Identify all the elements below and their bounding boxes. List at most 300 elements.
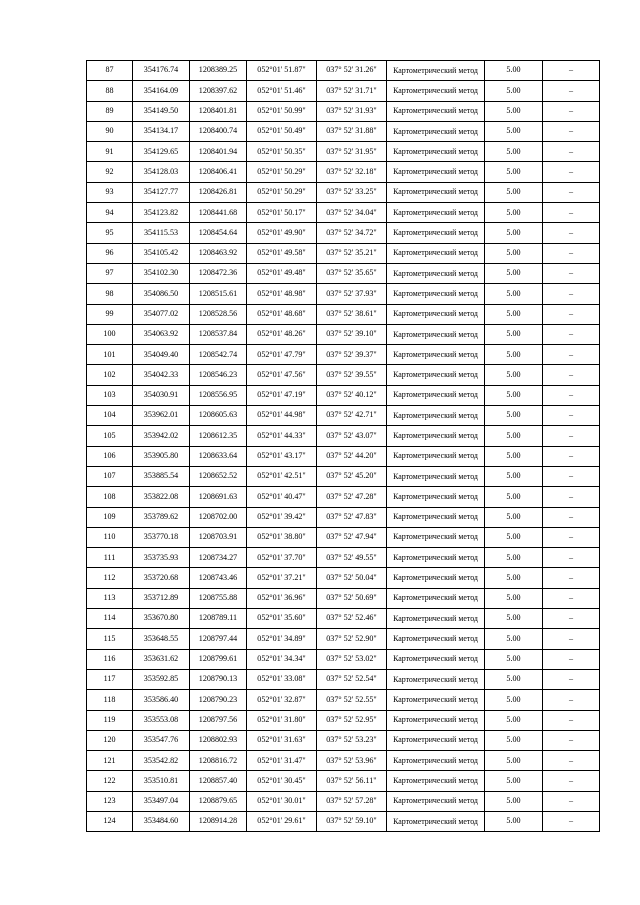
point-number-cell: 112 <box>87 568 133 588</box>
y-coordinate-cell: 1208799.61 <box>190 649 247 669</box>
method-cell: Картометрический метод <box>387 669 485 689</box>
x-coordinate-cell: 353497.04 <box>133 791 190 811</box>
method-cell: Картометрический метод <box>387 548 485 568</box>
longitude-cell: 037° 52' 49.55" <box>317 548 387 568</box>
accuracy-cell: 5.00 <box>485 690 543 710</box>
table-row <box>87 609 600 629</box>
table-row <box>87 527 600 547</box>
accuracy-cell: 5.00 <box>485 385 543 405</box>
longitude-cell: 037° 52' 52.54" <box>317 669 387 689</box>
latitude-cell: 052°01' 29.61" <box>247 811 317 831</box>
method-cell: Картометрический метод <box>387 263 485 283</box>
method-cell: Картометрический метод <box>387 649 485 669</box>
method-cell: Картометрический метод <box>387 345 485 365</box>
longitude-cell: 037° 52' 52.55" <box>317 690 387 710</box>
latitude-cell: 052°01' 33.08" <box>247 669 317 689</box>
latitude-cell: 052°01' 50.99" <box>247 101 317 121</box>
table-row <box>87 406 600 426</box>
table-row <box>87 466 600 486</box>
latitude-cell: 052°01' 47.79" <box>247 345 317 365</box>
accuracy-cell: 5.00 <box>485 365 543 385</box>
point-number-cell: 108 <box>87 487 133 507</box>
x-coordinate-cell: 354042.33 <box>133 365 190 385</box>
point-number-cell: 119 <box>87 710 133 730</box>
point-number-cell: 99 <box>87 304 133 324</box>
method-cell: Картометрический метод <box>387 223 485 243</box>
x-coordinate-cell: 353735.93 <box>133 548 190 568</box>
longitude-cell: 037° 52' 50.69" <box>317 588 387 608</box>
method-cell: Картометрический метод <box>387 406 485 426</box>
latitude-cell: 052°01' 31.80" <box>247 710 317 730</box>
accuracy-cell: 5.00 <box>485 162 543 182</box>
note-cell: – <box>543 751 600 771</box>
accuracy-cell: 5.00 <box>485 243 543 263</box>
y-coordinate-cell: 1208401.81 <box>190 101 247 121</box>
method-cell: Картометрический метод <box>387 466 485 486</box>
method-cell: Картометрический метод <box>387 588 485 608</box>
method-cell: Картометрический метод <box>387 121 485 141</box>
longitude-cell: 037° 52' 50.04" <box>317 568 387 588</box>
x-coordinate-cell: 353586.40 <box>133 690 190 710</box>
point-number-cell: 110 <box>87 527 133 547</box>
x-coordinate-cell: 354134.17 <box>133 121 190 141</box>
x-coordinate-cell: 354128.03 <box>133 162 190 182</box>
note-cell: – <box>543 791 600 811</box>
latitude-cell: 052°01' 44.98" <box>247 406 317 426</box>
point-number-cell: 90 <box>87 121 133 141</box>
latitude-cell: 052°01' 49.58" <box>247 243 317 263</box>
note-cell: – <box>543 426 600 446</box>
table-row <box>87 690 600 710</box>
latitude-cell: 052°01' 49.90" <box>247 223 317 243</box>
y-coordinate-cell: 1208789.11 <box>190 609 247 629</box>
y-coordinate-cell: 1208797.56 <box>190 710 247 730</box>
x-coordinate-cell: 354086.50 <box>133 284 190 304</box>
point-number-cell: 109 <box>87 507 133 527</box>
note-cell: – <box>543 162 600 182</box>
y-coordinate-cell: 1208515.61 <box>190 284 247 304</box>
method-cell: Картометрический метод <box>387 609 485 629</box>
longitude-cell: 037° 52' 53.02" <box>317 649 387 669</box>
longitude-cell: 037° 52' 53.23" <box>317 730 387 750</box>
y-coordinate-cell: 1208734.27 <box>190 548 247 568</box>
y-coordinate-cell: 1208605.63 <box>190 406 247 426</box>
y-coordinate-cell: 1208914.28 <box>190 811 247 831</box>
x-coordinate-cell: 354049.40 <box>133 345 190 365</box>
table-row <box>87 426 600 446</box>
accuracy-cell: 5.00 <box>485 568 543 588</box>
table-row <box>87 669 600 689</box>
x-coordinate-cell: 353822.08 <box>133 487 190 507</box>
note-cell: – <box>543 243 600 263</box>
method-cell: Картометрический метод <box>387 426 485 446</box>
latitude-cell: 052°01' 31.63" <box>247 730 317 750</box>
accuracy-cell: 5.00 <box>485 730 543 750</box>
table-row <box>87 142 600 162</box>
point-number-cell: 92 <box>87 162 133 182</box>
note-cell: – <box>543 811 600 831</box>
accuracy-cell: 5.00 <box>485 121 543 141</box>
accuracy-cell: 5.00 <box>485 101 543 121</box>
point-number-cell: 91 <box>87 142 133 162</box>
x-coordinate-cell: 353484.60 <box>133 811 190 831</box>
accuracy-cell: 5.00 <box>485 263 543 283</box>
y-coordinate-cell: 1208472.36 <box>190 263 247 283</box>
x-coordinate-cell: 353885.54 <box>133 466 190 486</box>
note-cell: – <box>543 588 600 608</box>
accuracy-cell: 5.00 <box>485 426 543 446</box>
table-row <box>87 710 600 730</box>
point-number-cell: 117 <box>87 669 133 689</box>
latitude-cell: 052°01' 47.19" <box>247 385 317 405</box>
accuracy-cell: 5.00 <box>485 345 543 365</box>
longitude-cell: 037° 52' 39.10" <box>317 324 387 344</box>
note-cell: – <box>543 61 600 81</box>
table-row <box>87 223 600 243</box>
y-coordinate-cell: 1208542.74 <box>190 345 247 365</box>
x-coordinate-cell: 353542.82 <box>133 751 190 771</box>
latitude-cell: 052°01' 32.87" <box>247 690 317 710</box>
y-coordinate-cell: 1208441.68 <box>190 203 247 223</box>
accuracy-cell: 5.00 <box>485 466 543 486</box>
note-cell: – <box>543 487 600 507</box>
longitude-cell: 037° 52' 31.71" <box>317 81 387 101</box>
method-cell: Картометрический метод <box>387 487 485 507</box>
accuracy-cell: 5.00 <box>485 669 543 689</box>
y-coordinate-cell: 1208612.35 <box>190 426 247 446</box>
x-coordinate-cell: 353770.18 <box>133 527 190 547</box>
method-cell: Картометрический метод <box>387 710 485 730</box>
point-number-cell: 111 <box>87 548 133 568</box>
point-number-cell: 101 <box>87 345 133 365</box>
y-coordinate-cell: 1208755.88 <box>190 588 247 608</box>
y-coordinate-cell: 1208802.93 <box>190 730 247 750</box>
method-cell: Картометрический метод <box>387 182 485 202</box>
latitude-cell: 052°01' 34.34" <box>247 649 317 669</box>
latitude-cell: 052°01' 48.26" <box>247 324 317 344</box>
latitude-cell: 052°01' 50.49" <box>247 121 317 141</box>
y-coordinate-cell: 1208546.23 <box>190 365 247 385</box>
note-cell: – <box>543 629 600 649</box>
method-cell: Картометрический метод <box>387 629 485 649</box>
method-cell: Картометрический метод <box>387 791 485 811</box>
latitude-cell: 052°01' 37.70" <box>247 548 317 568</box>
table-row <box>87 791 600 811</box>
x-coordinate-cell: 353592.85 <box>133 669 190 689</box>
method-cell: Картометрический метод <box>387 324 485 344</box>
y-coordinate-cell: 1208743.46 <box>190 568 247 588</box>
longitude-cell: 037° 52' 31.26" <box>317 61 387 81</box>
latitude-cell: 052°01' 40.47" <box>247 487 317 507</box>
accuracy-cell: 5.00 <box>485 771 543 791</box>
latitude-cell: 052°01' 47.56" <box>247 365 317 385</box>
point-number-cell: 116 <box>87 649 133 669</box>
x-coordinate-cell: 353670.80 <box>133 609 190 629</box>
latitude-cell: 052°01' 51.46" <box>247 81 317 101</box>
point-number-cell: 98 <box>87 284 133 304</box>
latitude-cell: 052°01' 37.21" <box>247 568 317 588</box>
table-row <box>87 61 600 81</box>
accuracy-cell: 5.00 <box>485 507 543 527</box>
x-coordinate-cell: 354115.53 <box>133 223 190 243</box>
note-cell: – <box>543 324 600 344</box>
x-coordinate-cell: 354105.42 <box>133 243 190 263</box>
latitude-cell: 052°01' 38.80" <box>247 527 317 547</box>
latitude-cell: 052°01' 50.35" <box>247 142 317 162</box>
accuracy-cell: 5.00 <box>485 81 543 101</box>
table-row <box>87 385 600 405</box>
x-coordinate-cell: 353962.01 <box>133 406 190 426</box>
point-number-cell: 113 <box>87 588 133 608</box>
x-coordinate-cell: 353712.89 <box>133 588 190 608</box>
y-coordinate-cell: 1208556.95 <box>190 385 247 405</box>
table-row <box>87 263 600 283</box>
latitude-cell: 052°01' 42.51" <box>247 466 317 486</box>
latitude-cell: 052°01' 50.29" <box>247 162 317 182</box>
longitude-cell: 037° 52' 57.28" <box>317 791 387 811</box>
x-coordinate-cell: 353631.62 <box>133 649 190 669</box>
point-number-cell: 104 <box>87 406 133 426</box>
method-cell: Картометрический метод <box>387 568 485 588</box>
y-coordinate-cell: 1208857.40 <box>190 771 247 791</box>
latitude-cell: 052°01' 51.87" <box>247 61 317 81</box>
note-cell: – <box>543 121 600 141</box>
note-cell: – <box>543 568 600 588</box>
method-cell: Картометрический метод <box>387 284 485 304</box>
accuracy-cell: 5.00 <box>485 406 543 426</box>
y-coordinate-cell: 1208652.52 <box>190 466 247 486</box>
table-row <box>87 365 600 385</box>
y-coordinate-cell: 1208797.44 <box>190 629 247 649</box>
point-number-cell: 124 <box>87 811 133 831</box>
y-coordinate-cell: 1208400.74 <box>190 121 247 141</box>
longitude-cell: 037° 52' 35.21" <box>317 243 387 263</box>
table-row <box>87 771 600 791</box>
longitude-cell: 037° 52' 40.12" <box>317 385 387 405</box>
longitude-cell: 037° 52' 32.18" <box>317 162 387 182</box>
y-coordinate-cell: 1208703.91 <box>190 527 247 547</box>
table-row <box>87 324 600 344</box>
method-cell: Картометрический метод <box>387 446 485 466</box>
point-number-cell: 120 <box>87 730 133 750</box>
longitude-cell: 037° 52' 37.93" <box>317 284 387 304</box>
longitude-cell: 037° 52' 52.46" <box>317 609 387 629</box>
longitude-cell: 037° 52' 53.96" <box>317 751 387 771</box>
table-row <box>87 548 600 568</box>
latitude-cell: 052°01' 30.01" <box>247 791 317 811</box>
latitude-cell: 052°01' 50.29" <box>247 182 317 202</box>
x-coordinate-cell: 354176.74 <box>133 61 190 81</box>
note-cell: – <box>543 223 600 243</box>
point-number-cell: 88 <box>87 81 133 101</box>
note-cell: – <box>543 466 600 486</box>
table-row <box>87 284 600 304</box>
x-coordinate-cell: 354030.91 <box>133 385 190 405</box>
latitude-cell: 052°01' 44.33" <box>247 426 317 446</box>
accuracy-cell: 5.00 <box>485 324 543 344</box>
note-cell: – <box>543 446 600 466</box>
point-number-cell: 122 <box>87 771 133 791</box>
note-cell: – <box>543 609 600 629</box>
note-cell: – <box>543 263 600 283</box>
y-coordinate-cell: 1208691.63 <box>190 487 247 507</box>
note-cell: – <box>543 365 600 385</box>
table-row <box>87 446 600 466</box>
accuracy-cell: 5.00 <box>485 182 543 202</box>
x-coordinate-cell: 353789.62 <box>133 507 190 527</box>
y-coordinate-cell: 1208454.64 <box>190 223 247 243</box>
accuracy-cell: 5.00 <box>485 710 543 730</box>
point-number-cell: 97 <box>87 263 133 283</box>
accuracy-cell: 5.00 <box>485 751 543 771</box>
longitude-cell: 037° 52' 38.61" <box>317 304 387 324</box>
accuracy-cell: 5.00 <box>485 142 543 162</box>
accuracy-cell: 5.00 <box>485 548 543 568</box>
point-number-cell: 96 <box>87 243 133 263</box>
method-cell: Картометрический метод <box>387 162 485 182</box>
note-cell: – <box>543 669 600 689</box>
longitude-cell: 037° 52' 35.65" <box>317 263 387 283</box>
method-cell: Картометрический метод <box>387 811 485 831</box>
x-coordinate-cell: 354102.30 <box>133 263 190 283</box>
method-cell: Картометрический метод <box>387 101 485 121</box>
y-coordinate-cell: 1208537.84 <box>190 324 247 344</box>
table-row <box>87 345 600 365</box>
table-row <box>87 568 600 588</box>
longitude-cell: 037° 52' 44.20" <box>317 446 387 466</box>
longitude-cell: 037° 52' 43.07" <box>317 426 387 446</box>
y-coordinate-cell: 1208406.41 <box>190 162 247 182</box>
x-coordinate-cell: 354063.92 <box>133 324 190 344</box>
note-cell: – <box>543 142 600 162</box>
note-cell: – <box>543 406 600 426</box>
note-cell: – <box>543 690 600 710</box>
accuracy-cell: 5.00 <box>485 284 543 304</box>
latitude-cell: 052°01' 49.48" <box>247 263 317 283</box>
latitude-cell: 052°01' 36.96" <box>247 588 317 608</box>
longitude-cell: 037° 52' 34.04" <box>317 203 387 223</box>
x-coordinate-cell: 353942.02 <box>133 426 190 446</box>
table-row <box>87 629 600 649</box>
table-row <box>87 182 600 202</box>
method-cell: Картометрический метод <box>387 507 485 527</box>
method-cell: Картометрический метод <box>387 304 485 324</box>
point-number-cell: 94 <box>87 203 133 223</box>
longitude-cell: 037° 52' 31.95" <box>317 142 387 162</box>
note-cell: – <box>543 649 600 669</box>
note-cell: – <box>543 101 600 121</box>
latitude-cell: 052°01' 48.98" <box>247 284 317 304</box>
y-coordinate-cell: 1208790.23 <box>190 690 247 710</box>
x-coordinate-cell: 353905.80 <box>133 446 190 466</box>
y-coordinate-cell: 1208426.81 <box>190 182 247 202</box>
longitude-cell: 037° 52' 31.88" <box>317 121 387 141</box>
point-number-cell: 105 <box>87 426 133 446</box>
note-cell: – <box>543 182 600 202</box>
note-cell: – <box>543 284 600 304</box>
table-row <box>87 203 600 223</box>
accuracy-cell: 5.00 <box>485 791 543 811</box>
table-row <box>87 649 600 669</box>
longitude-cell: 037° 52' 39.55" <box>317 365 387 385</box>
latitude-cell: 052°01' 43.17" <box>247 446 317 466</box>
accuracy-cell: 5.00 <box>485 487 543 507</box>
longitude-cell: 037° 52' 45.20" <box>317 466 387 486</box>
longitude-cell: 037° 52' 59.10" <box>317 811 387 831</box>
point-number-cell: 115 <box>87 629 133 649</box>
table-row <box>87 730 600 750</box>
x-coordinate-cell: 354123.82 <box>133 203 190 223</box>
x-coordinate-cell: 353553.08 <box>133 710 190 730</box>
x-coordinate-cell: 354149.50 <box>133 101 190 121</box>
latitude-cell: 052°01' 35.60" <box>247 609 317 629</box>
point-number-cell: 100 <box>87 324 133 344</box>
longitude-cell: 037° 52' 47.83" <box>317 507 387 527</box>
latitude-cell: 052°01' 48.68" <box>247 304 317 324</box>
table-row <box>87 304 600 324</box>
note-cell: – <box>543 507 600 527</box>
note-cell: – <box>543 385 600 405</box>
point-number-cell: 95 <box>87 223 133 243</box>
x-coordinate-cell: 353510.81 <box>133 771 190 791</box>
x-coordinate-cell: 353547.76 <box>133 730 190 750</box>
y-coordinate-cell: 1208633.64 <box>190 446 247 466</box>
y-coordinate-cell: 1208397.62 <box>190 81 247 101</box>
note-cell: – <box>543 304 600 324</box>
y-coordinate-cell: 1208816.72 <box>190 751 247 771</box>
method-cell: Картометрический метод <box>387 385 485 405</box>
table-row <box>87 507 600 527</box>
longitude-cell: 037° 52' 33.25" <box>317 182 387 202</box>
y-coordinate-cell: 1208389.25 <box>190 61 247 81</box>
point-number-cell: 87 <box>87 61 133 81</box>
note-cell: – <box>543 730 600 750</box>
coordinates-table-body <box>87 61 600 832</box>
point-number-cell: 89 <box>87 101 133 121</box>
longitude-cell: 037° 52' 47.94" <box>317 527 387 547</box>
accuracy-cell: 5.00 <box>485 629 543 649</box>
point-number-cell: 114 <box>87 609 133 629</box>
accuracy-cell: 5.00 <box>485 223 543 243</box>
accuracy-cell: 5.00 <box>485 588 543 608</box>
note-cell: – <box>543 345 600 365</box>
note-cell: – <box>543 710 600 730</box>
accuracy-cell: 5.00 <box>485 446 543 466</box>
table-row <box>87 81 600 101</box>
longitude-cell: 037° 52' 56.11" <box>317 771 387 791</box>
longitude-cell: 037° 52' 42.71" <box>317 406 387 426</box>
x-coordinate-cell: 354164.09 <box>133 81 190 101</box>
accuracy-cell: 5.00 <box>485 649 543 669</box>
y-coordinate-cell: 1208790.13 <box>190 669 247 689</box>
method-cell: Картометрический метод <box>387 730 485 750</box>
longitude-cell: 037° 52' 52.95" <box>317 710 387 730</box>
method-cell: Картометрический метод <box>387 690 485 710</box>
note-cell: – <box>543 771 600 791</box>
latitude-cell: 052°01' 30.45" <box>247 771 317 791</box>
point-number-cell: 93 <box>87 182 133 202</box>
note-cell: – <box>543 203 600 223</box>
x-coordinate-cell: 354077.02 <box>133 304 190 324</box>
method-cell: Картометрический метод <box>387 142 485 162</box>
table-row <box>87 751 600 771</box>
point-number-cell: 103 <box>87 385 133 405</box>
point-number-cell: 121 <box>87 751 133 771</box>
x-coordinate-cell: 354127.77 <box>133 182 190 202</box>
x-coordinate-cell: 354129.65 <box>133 142 190 162</box>
point-number-cell: 123 <box>87 791 133 811</box>
longitude-cell: 037° 52' 34.72" <box>317 223 387 243</box>
